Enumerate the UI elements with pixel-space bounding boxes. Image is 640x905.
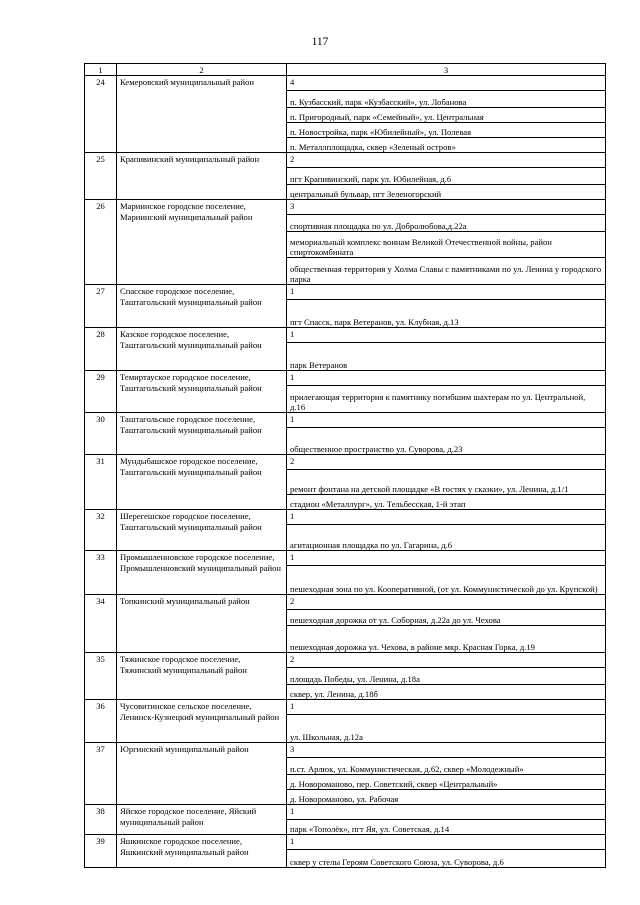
object-item: п. Металлплощадка, сквер «Зеленый остров» <box>287 138 606 153</box>
object-item: сквер у стелы Героям Советского Союза, ул. Суворова, д.6 <box>287 850 606 868</box>
municipality-name: Крапивинский муниципальный район <box>117 153 287 200</box>
row-number: 36 <box>85 700 117 743</box>
municipality-name: Кемеровский муниципальный район <box>117 76 287 153</box>
object-count: 2 <box>287 153 606 168</box>
row-number: 34 <box>85 595 117 653</box>
table-row <box>85 805 606 820</box>
table-row <box>85 285 606 300</box>
object-item: площадь Победы, ул. Ленина, д.18а <box>287 668 606 685</box>
object-item: п. Новостройка, парк «Юбилейный», ул. Полевая <box>287 123 606 138</box>
municipality-name: Топкинский муниципальный район <box>117 595 287 653</box>
municipality-name: Яйское городское поселение, Яйский муниципальный район <box>117 805 287 835</box>
municipality-name: Мундыбашское городское поселение, Таштагольский муниципальный район <box>117 455 287 510</box>
row-number: 27 <box>85 285 117 328</box>
object-count: 1 <box>287 510 606 525</box>
table-row <box>85 743 606 758</box>
object-item: п. Кузбасский, парк «Кузбасский», ул. Лобанова <box>287 91 606 108</box>
table-row <box>85 413 606 428</box>
table-row <box>85 835 606 850</box>
row-number: 38 <box>85 805 117 835</box>
municipality-name: Яшкинское городское поселение, Яшкинский муниципальный район <box>117 835 287 868</box>
improvement-objects-table <box>84 63 606 868</box>
column-header-2: 2 <box>117 64 287 76</box>
object-count: 1 <box>287 371 606 386</box>
row-number: 26 <box>85 200 117 285</box>
object-item: центральный бульвар, пгт Зеленогорский <box>287 185 606 200</box>
object-count: 4 <box>287 76 606 91</box>
object-item: пгт Спасск, парк Ветеранов, ул. Клубная, д.13 <box>287 300 606 328</box>
row-number: 37 <box>85 743 117 805</box>
object-count: 1 <box>287 285 606 300</box>
municipality-name: Казское городское поселение, Таштагольский муниципальный район <box>117 328 287 371</box>
object-item: парк «Тополёк», пгт Яя, ул. Советская, д.14 <box>287 820 606 835</box>
object-item: стадион «Металлург», ул. Тельбесская, 1-й этап <box>287 495 606 510</box>
column-header-1: 1 <box>85 64 117 76</box>
table-row <box>85 371 606 386</box>
table-row <box>85 551 606 566</box>
row-number: 30 <box>85 413 117 455</box>
municipality-name: Шерегешское городское поселение, Таштагольский муниципальный район <box>117 510 287 551</box>
municipality-name: Мариинское городское поселение, Мариинский муниципальный район <box>117 200 287 285</box>
object-item: п.ст. Арлюк, ул. Коммунистическая, д.62, сквер «Молодежный» <box>287 758 606 775</box>
object-count: 1 <box>287 835 606 850</box>
municipality-name: Спасское городское поселение, Таштагольский муниципальный район <box>117 285 287 328</box>
table-row <box>85 653 606 668</box>
table-row <box>85 76 606 91</box>
row-number: 25 <box>85 153 117 200</box>
row-number: 39 <box>85 835 117 868</box>
municipality-name: Юргинский муниципальный район <box>117 743 287 805</box>
object-item: пешеходная зона по ул. Кооперативной, (от ул. Коммунистической до ул. Крупской) <box>287 566 606 595</box>
object-item: прилегающая территория к памятнику погибшим шахтерам по ул. Центральной, д.16 <box>287 386 606 413</box>
object-item: парк Ветеранов <box>287 343 606 371</box>
object-item: агитационная площадка по ул. Гагарина, д.6 <box>287 525 606 551</box>
object-count: 3 <box>287 200 606 215</box>
municipality-name: Таштагольское городское поселение, Таштагольский муниципальный район <box>117 413 287 455</box>
object-count: 1 <box>287 805 606 820</box>
object-count: 1 <box>287 413 606 428</box>
table-row <box>85 153 606 168</box>
table-row <box>85 510 606 525</box>
table-row <box>85 328 606 343</box>
object-item: ремонт фонтана на детской площадке «В гостях у сказки», ул. Ленина, д.1/1 <box>287 470 606 495</box>
row-number: 29 <box>85 371 117 413</box>
row-number: 24 <box>85 76 117 153</box>
object-item: ул. Школьная, д.12а <box>287 715 606 743</box>
column-header-3: 3 <box>287 64 606 76</box>
object-item: мемориальный комплекс воинам Великой Отечественной войны, район спиртокомбината <box>287 232 606 258</box>
object-item: пешеходная дорожка от ул. Соборная, д.22а до ул. Чехова <box>287 610 606 626</box>
row-number: 28 <box>85 328 117 371</box>
header-row <box>85 64 606 76</box>
object-item: общественное пространство ул. Суворова, д.23 <box>287 428 606 455</box>
object-item: пгт Крапивинский, парк ул. Юбилейная, д.6 <box>287 168 606 185</box>
object-count: 2 <box>287 653 606 668</box>
row-number: 35 <box>85 653 117 700</box>
page-number: 117 <box>311 36 329 48</box>
object-item: пешеходная дорожка ул. Чехова, в районе мкр. Красная Горка, д.19 <box>287 626 606 653</box>
municipality-name: Тяжинское городское поселение, Тяжинский муниципальный район <box>117 653 287 700</box>
object-item: сквер, ул. Ленина, д.18б <box>287 685 606 700</box>
row-number: 31 <box>85 455 117 510</box>
municipality-name: Промышленновское городское поселение, Промышленновский муниципальный район <box>117 551 287 595</box>
table-row <box>85 700 606 715</box>
row-number: 32 <box>85 510 117 551</box>
table-row <box>85 455 606 470</box>
object-count: 2 <box>287 595 606 610</box>
object-count: 2 <box>287 455 606 470</box>
object-item: спортивная площадка по ул. Добролюбова,д.22а <box>287 215 606 232</box>
object-count: 1 <box>287 328 606 343</box>
table-row <box>85 200 606 215</box>
table-row <box>85 595 606 610</box>
object-item: п. Пригородный, парк «Семейный», ул. Центральная <box>287 108 606 123</box>
object-count: 3 <box>287 743 606 758</box>
object-item: д. Новороманово, ул. Рабочая <box>287 790 606 805</box>
object-count: 1 <box>287 551 606 566</box>
object-item: д. Новороманово, пер. Советский, сквер «Центральный» <box>287 775 606 790</box>
object-item: общественная территория у Холма Славы с памятниками по ул. Ленина у городского парка <box>287 258 606 285</box>
object-count: 1 <box>287 700 606 715</box>
row-number: 33 <box>85 551 117 595</box>
municipality-name: Чусовитинское сельское поселение, Ленинск-Кузнецкий муниципальный район <box>117 700 287 743</box>
municipality-name: Темиртауское городское поселение, Таштагольский муниципальный район <box>117 371 287 413</box>
